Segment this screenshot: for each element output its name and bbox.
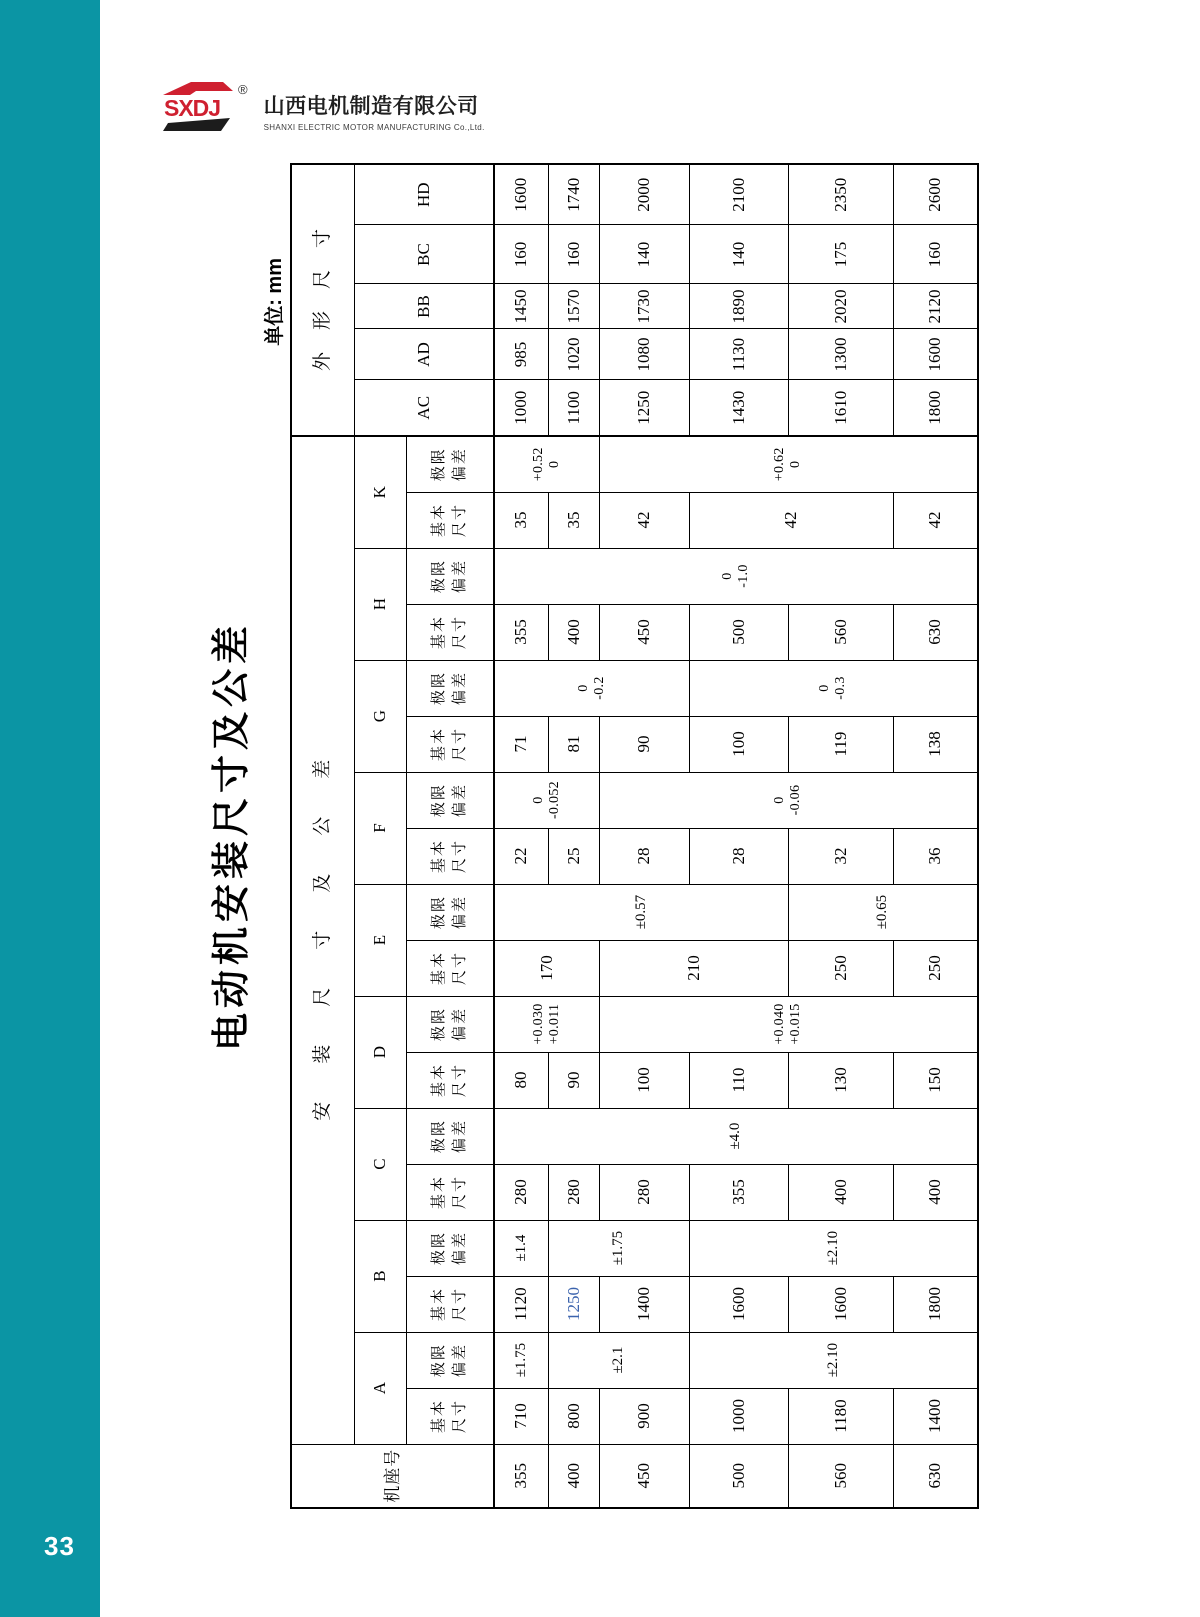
cell-h-basic: 400 [548, 604, 599, 660]
cell-a-basic: 800 [548, 1388, 599, 1444]
cell-d-basic: 150 [893, 1052, 978, 1108]
cell-ad: 1600 [893, 329, 978, 380]
header-letter-HD: HD [354, 164, 494, 225]
logo-mark-text: SXDJ [164, 95, 221, 121]
company-logo [163, 80, 485, 132]
header-letter-D: D [354, 996, 406, 1108]
logo-roof-shape [163, 82, 233, 95]
cell-e-limit: ±0.57 [494, 884, 788, 940]
sublabel-limit: 极限 偏差 [406, 660, 494, 716]
cell-f-basic: 22 [494, 828, 548, 884]
cell-k-basic: 42 [689, 492, 893, 548]
cell-bc: 160 [548, 225, 599, 284]
cell-f-basic: 32 [788, 828, 893, 884]
table-title-bar [200, 158, 290, 1514]
header-letter-BC: BC [354, 225, 494, 284]
cell-hd: 1600 [494, 164, 548, 225]
cell-d-basic: 110 [689, 1052, 788, 1108]
frame-row-500 [689, 164, 788, 1508]
cell-k-basic: 35 [494, 492, 548, 548]
cell-f-limit: 0 -0.052 [494, 772, 599, 828]
company-name-cn: 山西电机制造有限公司 [263, 95, 479, 118]
frame-row-560 [788, 164, 893, 1508]
logo-text [264, 90, 485, 132]
cell-f-basic: 36 [893, 828, 978, 884]
sublabel-basic: 基本 尺寸 [406, 1276, 494, 1332]
cell-h-basic: 560 [788, 604, 893, 660]
sublabel-basic: 基本 尺寸 [406, 1052, 494, 1108]
cell-bb: 2120 [893, 284, 978, 329]
cell-b-basic-highlighted: 1250 [548, 1276, 599, 1332]
sublabel-basic: 基本 尺寸 [406, 940, 494, 996]
cell-d-limit: +0.040 +0.015 [599, 996, 978, 1052]
cell-d-limit: +0.030 +0.011 [494, 996, 599, 1052]
header-letter-A: A [354, 1332, 406, 1444]
cell-d-basic: 80 [494, 1052, 548, 1108]
cell-frame: 630 [893, 1444, 978, 1508]
cell-a-basic: 1000 [689, 1388, 788, 1444]
cell-bc: 160 [494, 225, 548, 284]
cell-a-limit: ±2.10 [689, 1332, 978, 1388]
sublabel-limit: 极限 偏差 [406, 884, 494, 940]
registered-trademark-icon: ® [238, 82, 248, 97]
cell-bc: 175 [788, 225, 893, 284]
sublabel-limit: 极限 偏差 [406, 1108, 494, 1164]
cell-hd: 2100 [689, 164, 788, 225]
page-number: 33 [44, 1531, 75, 1561]
header-letter-K: K [354, 436, 406, 548]
header-outline-group: 外形尺寸 [291, 164, 354, 436]
frame-row-400 [548, 164, 599, 1508]
cell-h-basic: 630 [893, 604, 978, 660]
cell-frame: 400 [548, 1444, 599, 1508]
cell-a-limit: ±2.1 [548, 1332, 689, 1388]
cell-hd: 2600 [893, 164, 978, 225]
header-letter-AD: AD [354, 329, 494, 380]
dimension-table [290, 163, 979, 1509]
page-title: 电动机安装尺寸及公差 [211, 621, 253, 1052]
frame-row-450 [599, 164, 689, 1508]
cell-bb: 1570 [548, 284, 599, 329]
cell-k-basic: 42 [599, 492, 689, 548]
rotated-table-block [200, 158, 980, 1514]
sublabel-limit: 极限 偏差 [406, 436, 494, 492]
header-letter-BB: BB [354, 284, 494, 329]
cell-a-basic: 1400 [893, 1388, 978, 1444]
cell-frame: 500 [689, 1444, 788, 1508]
cell-ac: 1800 [893, 380, 978, 436]
cell-e-basic: 170 [494, 940, 599, 996]
cell-k-basic: 42 [893, 492, 978, 548]
cell-a-basic: 900 [599, 1388, 689, 1444]
cell-b-limit: ±1.75 [548, 1220, 689, 1276]
cell-g-limit: 0 -0.3 [689, 660, 978, 716]
header-row-letters [354, 164, 406, 1508]
cell-bc: 160 [893, 225, 978, 284]
cell-bb: 1450 [494, 284, 548, 329]
cell-k-limit: +0.52 0 [494, 436, 599, 492]
cell-g-basic: 138 [893, 716, 978, 772]
cell-a-limit: ±1.75 [494, 1332, 548, 1388]
cell-bb: 2020 [788, 284, 893, 329]
sublabel-limit: 极限 偏差 [406, 1220, 494, 1276]
cell-d-basic: 130 [788, 1052, 893, 1108]
cell-k-limit: +0.62 0 [599, 436, 978, 492]
cell-b-basic: 1400 [599, 1276, 689, 1332]
cell-a-basic: 1180 [788, 1388, 893, 1444]
cell-d-basic: 90 [548, 1052, 599, 1108]
cell-frame: 355 [494, 1444, 548, 1508]
cell-frame: 450 [599, 1444, 689, 1508]
cell-c-basic: 280 [494, 1164, 548, 1220]
cell-f-basic: 28 [689, 828, 788, 884]
cell-e-basic: 250 [788, 940, 893, 996]
cell-c-basic: 280 [548, 1164, 599, 1220]
cell-ac: 1000 [494, 380, 548, 436]
cell-ac: 1250 [599, 380, 689, 436]
frame-row-355 [494, 164, 548, 1508]
cell-e-basic: 250 [893, 940, 978, 996]
sublabel-basic: 基本 尺寸 [406, 1388, 494, 1444]
sublabel-basic: 基本 尺寸 [406, 716, 494, 772]
cell-g-limit: 0 -0.2 [494, 660, 689, 716]
cell-g-basic: 100 [689, 716, 788, 772]
frame-row-630 [893, 164, 978, 1508]
sublabel-basic: 基本 尺寸 [406, 492, 494, 548]
cell-g-basic: 71 [494, 716, 548, 772]
header-letter-B: B [354, 1220, 406, 1332]
cell-f-limit: 0 -0.06 [599, 772, 978, 828]
sublabel-limit: 极限 偏差 [406, 996, 494, 1052]
sxdj-logo-icon [163, 80, 235, 132]
header-frame-number: 机座号 [291, 1444, 494, 1508]
cell-ad: 1080 [599, 329, 689, 380]
cell-b-basic: 1800 [893, 1276, 978, 1332]
cell-b-limit: ±1.4 [494, 1220, 548, 1276]
header-letter-H: H [354, 548, 406, 660]
cell-ad: 985 [494, 329, 548, 380]
cell-bc: 140 [689, 225, 788, 284]
cell-ad: 1300 [788, 329, 893, 380]
cell-ac: 1610 [788, 380, 893, 436]
cell-e-limit: ±0.65 [788, 884, 978, 940]
cell-g-basic: 81 [548, 716, 599, 772]
cell-g-basic: 90 [599, 716, 689, 772]
cell-c-basic: 355 [689, 1164, 788, 1220]
cell-h-basic: 355 [494, 604, 548, 660]
cell-b-basic: 1600 [689, 1276, 788, 1332]
header-letter-C: C [354, 1108, 406, 1220]
sublabel-basic: 基本 尺寸 [406, 1164, 494, 1220]
sublabel-limit: 极限 偏差 [406, 1332, 494, 1388]
header-letter-F: F [354, 772, 406, 884]
cell-k-basic: 35 [548, 492, 599, 548]
cell-h-limit: 0 -1.0 [494, 548, 978, 604]
header-letter-E: E [354, 884, 406, 996]
cell-bc: 140 [599, 225, 689, 284]
cell-ac: 1430 [689, 380, 788, 436]
cell-ad: 1020 [548, 329, 599, 380]
cell-hd: 1740 [548, 164, 599, 225]
sublabel-basic: 基本 尺寸 [406, 604, 494, 660]
cell-hd: 2000 [599, 164, 689, 225]
header-letter-G: G [354, 660, 406, 772]
cell-hd: 2350 [788, 164, 893, 225]
cell-c-basic: 400 [788, 1164, 893, 1220]
cell-c-basic: 280 [599, 1164, 689, 1220]
cell-bb: 1890 [689, 284, 788, 329]
sublabel-limit: 极限 偏差 [406, 772, 494, 828]
cell-h-basic: 450 [599, 604, 689, 660]
cell-e-basic: 210 [599, 940, 788, 996]
cell-frame: 560 [788, 1444, 893, 1508]
cell-d-basic: 100 [599, 1052, 689, 1108]
cell-bb: 1730 [599, 284, 689, 329]
cell-a-basic: 710 [494, 1388, 548, 1444]
header-install-group: 安装尺寸及公差 [291, 436, 354, 1444]
cell-f-basic: 25 [548, 828, 599, 884]
cell-ac: 1100 [548, 380, 599, 436]
company-name-en: SHANXI ELECTRIC MOTOR MANUFACTURING Co.,Ltd. [263, 123, 485, 132]
header-letter-AC: AC [354, 380, 494, 436]
cell-f-basic: 28 [599, 828, 689, 884]
sublabel-basic: 基本 尺寸 [406, 828, 494, 884]
cell-h-basic: 500 [689, 604, 788, 660]
sidebar-teal-band [0, 0, 100, 1617]
header-row-groups [291, 164, 354, 1508]
cell-b-basic: 1120 [494, 1276, 548, 1332]
cell-c-basic: 400 [893, 1164, 978, 1220]
cell-ad: 1130 [689, 329, 788, 380]
cell-c-limit: ±4.0 [494, 1108, 978, 1164]
cell-b-basic: 1600 [788, 1276, 893, 1332]
unit-label: 单位: mm [264, 258, 286, 346]
cell-g-basic: 119 [788, 716, 893, 772]
sublabel-limit: 极限 偏差 [406, 548, 494, 604]
cell-b-limit: ±2.10 [689, 1220, 978, 1276]
